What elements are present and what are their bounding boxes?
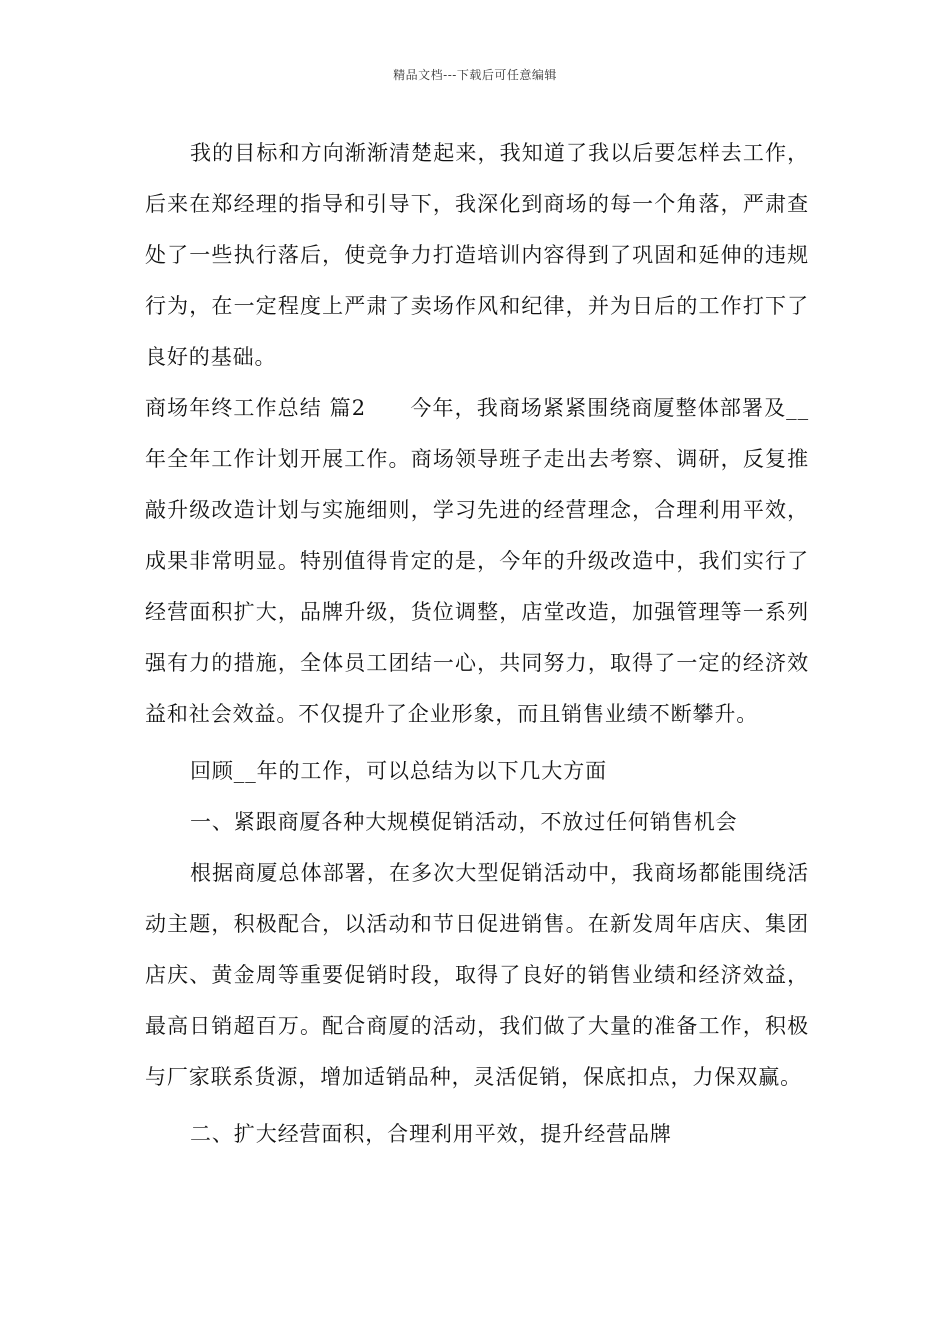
paragraph-5: 根据商厦总体部署，在多次大型促销活动中，我商场都能围绕活动主题，积极配合，以活动和节日促进销售。在新发周年店庆、集团店庆、黄金周等重要促销时段，取得了良好的销售业绩和经济效益，最高日销超百万。配合商厦的活动，我们做了大量的准备工作，积极与厂家联系货源，增加适销品种，灵活促销，保底扣点，力保双赢。 [145, 861, 809, 1089]
section-title-gap [366, 396, 410, 420]
page-header: 精品文档---下载后可任意编辑 [393, 68, 557, 82]
document-body [145, 128, 809, 1160]
paragraph-1: 我的目标和方向渐渐清楚起来，我知道了我以后要怎样去工作，后来在郑经理的指导和引导下，我深化到商场的每一个角落，严肃查处了一些执行落后，使竞争力打造培训内容得到了巩固和延伸的违规行为，在一定程度上严肃了卖场作风和纪律，并为日后的工作打下了良好的基础。 [145, 141, 809, 369]
paragraph-2-text: 今年，我商场紧紧围绕商厦整体部署及__年全年工作计划开展工作。商场领导班子走出去考察、调研，反复推敲升级改造计划与实施细则，学习先进的经营理念，合理利用平效，成果非常明显。特别值得肯定的是，今年的升级改造中，我们实行了经营面积扩大，品牌升级，货位调整，店堂改造，加强管理等一系列强有力的措施，全体员工团结一心，共同努力，取得了一定的经济效益和社会效益。不仅提升了企业形象，而且销售业绩不断攀升。 [145, 396, 809, 726]
paragraph-6: 二、扩大经营面积，合理利用平效，提升经营品牌 [190, 1122, 672, 1146]
paragraph-3: 回顾__年的工作，可以总结为以下几大方面 [190, 759, 607, 783]
paragraph-4: 一、紧跟商厦各种大规模促销活动，不放过任何销售机会 [190, 810, 738, 834]
section-title: 商场年终工作总结 篇2 [145, 396, 366, 420]
paragraph-2 [145, 383, 809, 740]
